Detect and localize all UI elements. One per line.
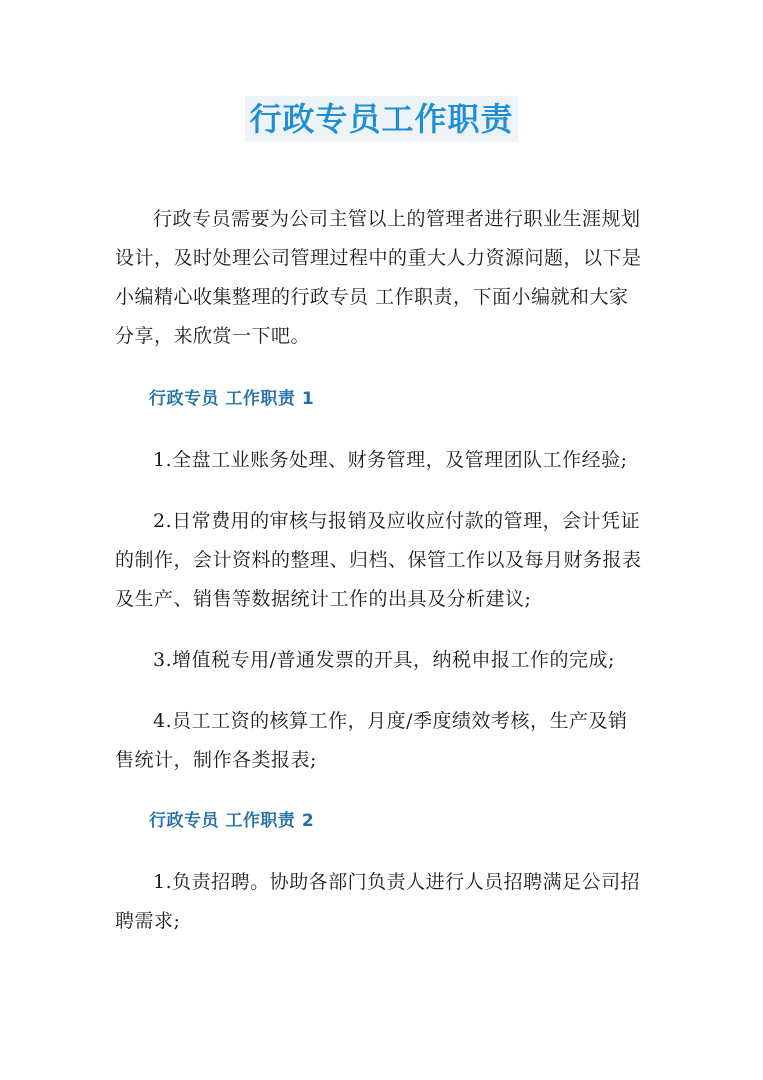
document-body [115,200,645,963]
section-heading-2: 行政专员 工作职责 2 [149,811,315,831]
section-1-item-4: 4.员工工资的核算工作，月度/季度绩效考核，生产及销售统计，制作各类报表; [115,710,628,771]
section-1-item-1: 1.全盘工业账务处理、财务管理，及管理团队工作经验; [153,449,628,471]
page-title: 行政专员工作职责 [245,96,517,142]
intro-paragraph: 行政专员需要为公司主管以上的管理者进行职业生涯规划设计，及时处理公司管理过程中的重大人力资源问题，以下是小编精心收集整理的行政专员 工作职责，下面小编就和大家分享，来欣赏一下吧。 [115,208,642,347]
section-2-item-1: 1.负责招聘。协助各部门负责人进行人员招聘满足公司招聘需求; [115,871,641,932]
section-heading-1: 行政专员 工作职责 1 [149,389,315,409]
title-block [0,96,763,142]
section-1-item-3: 3.增值税专用/普通发票的开具，纳税申报工作的完成; [153,649,615,671]
section-1-item-2: 2.日常费用的审核与报销及应收应付款的管理，会计凭证的制作，会计资料的整理、归档、保管工作以及每月财务报表及生产、销售等数据统计工作的出具及分析建议; [115,510,642,610]
